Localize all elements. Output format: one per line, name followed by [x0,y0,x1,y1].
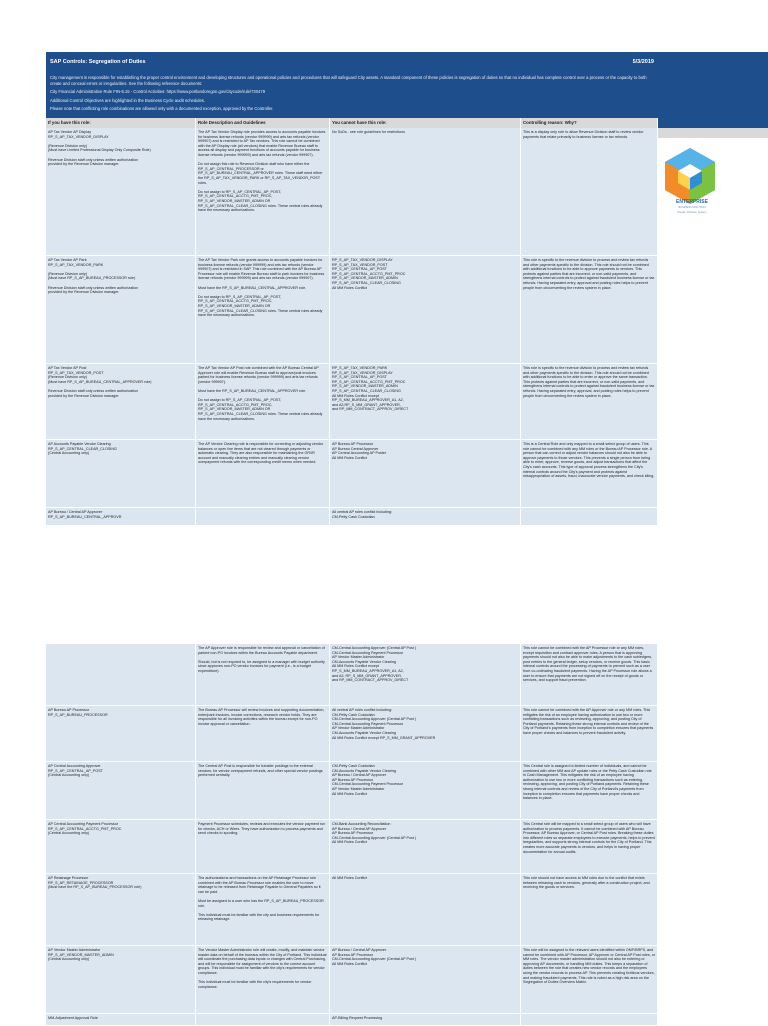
table-cell-c2: The Vendor Master Administrator role will create, modify, and maintain vendor master data on behalf of the bureaus within the City of Portland. This individual will coordinate the purchasing data inputs or changes with Central Purchasing, and will be responsible for assignment of vendors to the correct account groups. This individual must be familiar with the city's requirements for vendor compliance. This individual must be familiar with the city's requirements for vendor compliance. [196,946,330,1014]
table-cell-c1: AP Accounts Payable Vendor Clearing RP_S_AP_CENTRAL_CLEAR_CLOSING (Central Accounting only) [46,440,196,508]
sheet-page-2 [46,644,658,1026]
table-cell-c1: AP Tax Vendor AP Park RP_S_AP_TAX_VENDOR_PARK (Revenue Division only) (Must have RP_S_AP_BUREAU_PROCESSOR role) Revenue Division staff only unless written authorization provided by the Revenue Division manager. [46,256,196,364]
table-row [46,256,658,364]
sheet-page-1 [46,52,658,526]
enterprise-logo-icon [660,146,720,206]
table-cell-c4: This Central role will be mapped to a small select group of users who will have authorization to process payments. It cannot be combined with AP Bureau Processor, AP Bureau Approver, or Central AP Post roles. Breaking these duties into different roles so separate employees to execute payments, helps to prevent irregularities, and supports strong internal controls for the City of Portland. This creates more accurate payments to vendors, and helps in having proper documentation for annual audits. [521,820,658,874]
table-cell-c3: RP_S_AP_TAX_VENDOR_PARK RP_S_AP_TAX_VENDOR_DISPLAY RP_S_AP_CENTRAL_AP_POST RP_S_AP_CENTRAL_ACCTG_PMT_PROC RP_S_AP_VENDOR_MASTER_ADMIN RP_S_AP_CENTRAL_CLEAR_CLOSING All MM Roles Conflict except RP_S_MM_BUREAU_APPROVER_A1, A2, and A3,RP_S_MM_GRANT_APPROVER, and RP_MM_CONTRACT_APPROV_DIRECT [330,364,521,440]
table-cell-c2: The AP Tax Vendor AP Post role combined with the AP Bureau Central AP Approver role will enable Revenue Bureau staff to approve/post invoices parked for business license refunds (vendor 999999) and arts tax refunds (vendor 999907). Must have the RP_S_AP_BUREAU_CENTRAL_APPROVER role. Do not assign to RP_S_AP_CENTRAL_AP_POST, RP_S_AP_CENTRAL_ACCTG_PMT_PROC, RP_S_AP_VENDOR_MASTER_ADMIN OR RP_S_AP_CENTRAL_CLEAR_CLOSING roles. These central roles already have the necessary authorizations. [196,364,330,440]
table-cell-c2: The AP Vendor Clearing role is responsible for correcting or adjusting vendor balances or open line items that are not cleared through payments or automatic clearing. They are also responsible for maintaining the GR/IR account and manually clearing entries and manually clearing vendor overpayment refunds with the corresponding credit memo when needed. [196,440,330,508]
table-row [46,364,658,440]
table-cell-c3: All central AP roles conflict including: CM-Petty Cash Custodian CM-Central Accounting Approver (Central AP Post ) CM-Central Accounting Payment Processor AP Vendor Master Administrator CM-Accounts Payable Vendor Clearing All MM Roles Conflict except RP_S_MM_GRANT_APPROVER [330,706,521,762]
table-row [46,644,658,706]
table-cell-c4: This Central role is assigned to limited number of individuals, and cannot be combined with other MM and AP update roles or the Petty Cash Custodian role in Cash Management. This mitigates the risk of an employee having authorization to use two or more conflicting transactions such as entering, reviewing, approving, and posting City of Portland payments. Retaining these strong internal controls and review of the City of Portland's payments from inception to completion ensures that payments have proper checks and balances in place. [521,762,658,820]
table-cell-c4: This is a display only role to allow Revenue Division staff to review vendor payments that relate primarily to business license or tax refunds. [521,128,658,256]
table-cell-c4: This role cannot be combined with the AP Approver role or any MM roles. This mitigates the risk of an employee having authorization to use two or more conflicting transactions such as reviewing, approving, and posting City of Portland payments. Retaining these strong internal controls and review of the City of Portland's payments from inception to completion ensures that payments have proper checks and balances to prevent fraudulent activity. [521,706,658,762]
table-row [46,874,658,946]
intro-paragraph-1: City management is responsible for establishing the proper control environment and developing structures and operational policies and procedures that will safeguard City assets. A standard component of these policies is segregation of duties so that no individual has complete control over a process or the capacity to both create and conceal errors or irregularities. See the following reference documents: [50,75,647,86]
table-cell-c1: AP Tax Vendor AP Post RP_S_AP_TAX_VENDOR_POST (Revenue Division only) (Must have RP_S_AP_BUREAU_CENTRAL_APPROVER role) Revenue Division staff only unless written authorization provided by the Revenue Division manager. [46,364,196,440]
logo-wordmark [660,200,724,215]
table-cell-c3: CM-Bank Accounting Reconciliation AP Bureau / Central AP Approver AP Bureau AP Processor CM-Central Accounting Approver (Central AP Post ) All MM Roles Conflict [330,820,521,874]
table-cell-c1: AP Retainage Processor RP_S_AP_RETAINAGE_PROCESSOR (Must have the RP_S_AP_BUREAU_PROCESSOR role) [46,874,196,946]
intro-paragraph-4: Please note that conflicting role combinations are allowed only with a documented exception, approved by the Controller. [50,106,274,112]
table-body-page-1 [46,128,658,526]
intro-paragraph-2: City Financial Administrative Rule FIN-6.15 - Control Activities: https://www.portlandoregon.gov/citycode/rule/730479 [50,89,266,95]
logo-tagline: People, Process, System [677,211,707,214]
table-cell-c3: All central AP roles conflict including: CM-Petty Cash Custodian [330,508,521,526]
table-cell-c3: RP_S_AP_TAX_VENDOR_DISPLAY RP_S_AP_TAX_VENDOR_POST RP_S_AP_CENTRAL_AP_POST RP_S_AP_CENTRAL_ACCTG_PMT_PROC RP_S_AP_VENDOR_MASTER_ADMIN RP_S_AP_CENTRAL_CLEAR_CLOSING All MM Roles Conflict [330,256,521,364]
table-cell-c3: All MM Roles Conflict [330,874,521,946]
table-cell-c1: AP Vendor Master Administrator RP_S_AP_VENDOR_MASTER_ADMIN (Central Accounting only) [46,946,196,1014]
table-row [46,508,658,526]
table-cell-c3: AP Bureau / Central AP Approver AP Bureau AP Processor CM-Central Accounting Approver (Central AP Post ) All MM Roles Conflict [330,946,521,1014]
header-band-extension [658,52,768,128]
intro-text [46,72,658,118]
column-header-description: Role Description and Guidelines [196,118,330,128]
table-row [46,706,658,762]
page-title: SAP Controls: Segregation of Duties [50,59,146,65]
table-cell-c1: MM-Adjustment Approval Role [46,1014,196,1026]
table-cell-c2 [196,1014,330,1026]
table-cell-c1 [46,644,196,706]
table-cell-c2: The Bureau AP Processor will review invoices and supporting documentation, enter/park invoices, invoice corrections, research vendor holds. They are responsible for all invoicing activities within the bureau except for non-PO invoice approval or cancellation. [196,706,330,762]
table-row [46,946,658,1014]
table-cell-c1: AP Central Accounting Payment Processor RP_S_AP_CENTRAL_ACCTG_PMT_PROC (Central Accounting only) [46,820,196,874]
column-header-reason: Controlling reason: Why? [521,118,658,128]
table-row [46,1014,658,1026]
table-cell-c2 [196,508,330,526]
column-header-role: If you have this role: [46,118,196,128]
table-cell-c2: The AP Approver role is responsible for review and approval or cancellation of parked non-PO invoices within the Bureau Accounts Payable department. Should, but is not required to, be assigned to a manager with budget authority since approves non-PO vendor invoices for payment (i.e., is a budget expenditure). [196,644,330,706]
table-row [46,128,658,256]
table-cell-c3: AP Bureau AP Processor AP Bureau Central Approver AP Central Accounting AP Poster All MM Roles Conflict [330,440,521,508]
table-row [46,440,658,508]
table-cell-c4: This is a Central Role and only mapped to a small select group of users. This role cannot be combined with any MM roles or the Bureau AP Processor role. A person that can correct or adjust vendor balances should not also be able to approve payments to those vendors. This prevents a single person from being able to enter, approve, reverse goods, and adjust transactions that affect the City's cash accounts. This type of approval process strengthens the City's internal controls around the City's payment and protects against misappropriation of assets, fraud, inaccurate vendor payments, and check kiting. [521,440,658,508]
logo-name: ENTERPRISE [676,199,708,205]
table-cell-c3: CM-Petty Cash Custodian CM-Accounts Payable Vendor Clearing AP Bureau / Central AP Approver AP Bureau AP Processor CM-Central Accounting Payment Processor AP Vendor Master Administrator All MM Roles Conflict [330,762,521,820]
table-cell-c4: This role will be assigned to the relevant users identified within OMF/BRFS, and cannot be combined with AP Processor, AP Approver or Central AP Post roles, or MM roles. The vendor master administration should not also be entering or approving AP documents, or handling MM duties. This keeps a separation of duties between the role that creates new vendor records and the employees using the vendor records to process AP. This prevents creating fictitious vendors, and making fraudulent payments. This role is noted as a high risk area on the Segregation of Duties Overview Matrix. [521,946,658,1014]
table-cell-c2: The AP Tax Vendor Park role grants access to accounts payable invoices for business license refunds (vendor 999999) and arts tax refunds (vendor 999907) and is restricted in SAP. This role combined with the AP Bureau AP Processor role will enable Revenue Bureau staff to park invoices for business license refunds (vendor 999999) and arts tax refunds (vendor 999907). Must have the RP_S_AP_BUREAU_CENTRAL_APPROVER role. Do not assign to RP_S_AP_CENTRAL_AP_POST, RP_S_AP_CENTRAL_ACCTG_PMT_PROC, RP_S_AP_VENDOR_MASTER_ADMIN OR RP_S_AP_CENTRAL_CLEAR_CLOSING roles. These central roles already have the necessary authorizations. [196,256,330,364]
table-row [46,820,658,874]
table-cell-c4 [521,508,658,526]
table-cell-c2: The AP Tax Vendor Display role provides access to accounts payable invoices for business license refunds (vendor 999999) and arts tax refunds (vendor 999907) and is restricted to AP Tax vendors. This role cannot be combined with the AP Display role (all vendors) that enable Revenue Bureau staff to access all display and payment functions of accounts payable for business license refunds (vendor 999999) and arts tax refunds (vendor 999907). Do not assign this role to Revenue Division staff who have either the RP_S_AP_CENTRAL_PROCESSOR or RP_S_AP_BUREAU_CENTRAL_APPROVER roles. These staff need either the RP_S_AP_TAX_VENDOR_PARK or RP_S_AP_TAX_VENDOR_POST roles. Do not assign to RP_S_AP_CENTRAL_AP_POST, RP_S_AP_CENTRAL_ACCTG_PMT_PROC, RP_S_AP_VENDOR_MASTER_ADMIN OR RP_S_AP_CENTRAL_CLEAR_CLOSING roles. These central roles already have the necessary authorizations. [196,128,330,256]
table-cell-c1: AP Bureau AP Processor RP_S_AP_BUREAU_PROCESSOR [46,706,196,762]
table-cell-c3: AP-Billing Request Processing [330,1014,521,1026]
table-cell-c4 [521,1014,658,1026]
logo-subtitle: BUSINESS SOLUTION [678,206,706,209]
column-header-conflict: You cannot have this role: [330,118,521,128]
table-cell-c4: This role is specific to the revenue division to process and review tax refunds and other payments specific to the division. This role should not be combined with additional functions to be able to approve payments to vendors. This protects against parties that are incorrect, or non-valid payments, and strengthens internal controls to protect against fraudulent business license or tax refunds. Having separated entry, approval and posting roles helps to prevent people from circumventing the review system in place. [521,256,658,364]
table-cell-c1: AP Central Accounting Approver RP_S_AP_CENTRAL_AP_POST (Central Accounting only) [46,762,196,820]
table-cell-c4: This role cannot be combined with the AP Processor role or any MM roles, except requisition and contract approver roles. A person that is approving payments should not also be able to make adjustments to the cash subledgers, post entries to the general ledger, setup vendors, or receive goods. This basic internal controls around the processing of payments to prevent such as a user from co-ordinating fraudulent payments. Having the AP Processor role allows a user to ensure that payments are not signed off on the receipt of goods or services, and support fraud prevention. [521,644,658,706]
column-header-band-extension [658,128,768,138]
table-cell-c4: This role is specific to the revenue division to process and review tax refunds and other payments specific to the division. This role should not be combined with additional functions to be able to enter or approve the same transaction. This protects against parties that are incorrect, or non-valid payments, and strengthens internal controls to protect against fraudulent business license or tax refunds. Having separated entry, approval, and posting roles helps to prevent people from circumventing the review system in place. [521,364,658,440]
column-header-row [46,118,658,128]
report-date: 5/3/2019 [632,59,654,65]
table-body-page-2 [46,644,658,1026]
table-cell-c2: The authorizations and transactions on the AP Retainage Processor role combined with the AP Bureau Processor role enables the user to move retainage to be released from Retainage Payable to General Payables so it can be paid. Must be assigned to a user who has the RP_S_AP_BUREAU_PROCESSOR role. This individual must be familiar with the city and business requirements for releasing retainage. [196,874,330,946]
table-cell-c3: No SoDs - see role guidelines for restrictions [330,128,521,256]
table-cell-c4: This role should not have access to MM roles due to the conflict that exists between releasing cash to vendors, generally after a construction project, and receiving the goods or services. [521,874,658,946]
table-cell-c1: AP Bureau / Central AP Approver RP_S_AP_BUREAU_CENTRAL_APPROVR [46,508,196,526]
table-cell-c3: CM-Central Accounting Approver (Central AP Post ) CM-Central Accounting Payment Processor AP Vendor Master Administrator CM-Accounts Payable Vendor Clearing All MM Roles Conflict except RP_S_MM_BUREAU_APPROVER_A1, A2, and A3, RP_S_MM_GRANT_APPROVER, and RP_MM_CONTRACT_APPROV_DIRECT [330,644,521,706]
table-cell-c2: The Central AP Post is responsible for transfer postings to the external vendors, for vendor overpayment refunds, and other special vendor postings performed centrally. [196,762,330,820]
intro-paragraph-3: Additional Control Objectives are highlighted in the Business Cycle audit schedules. [50,97,206,103]
table-cell-c1: AP Tax Vendor AP Display RP_S_AP_TAX_VENDOR_DISPLAY (Revenue Division only) (Must have Limited Professional Display Only Composite Role) Revenue Division staff only unless written authorization provided by the Revenue Division manager. [46,128,196,256]
title-bar [46,52,658,72]
table-row [46,762,658,820]
table-cell-c2: Payment Processor schedules, reviews and executes the vendor payment run for checks, ACH or Wires. They have authorization to process payments and send checks to spooling. [196,820,330,874]
